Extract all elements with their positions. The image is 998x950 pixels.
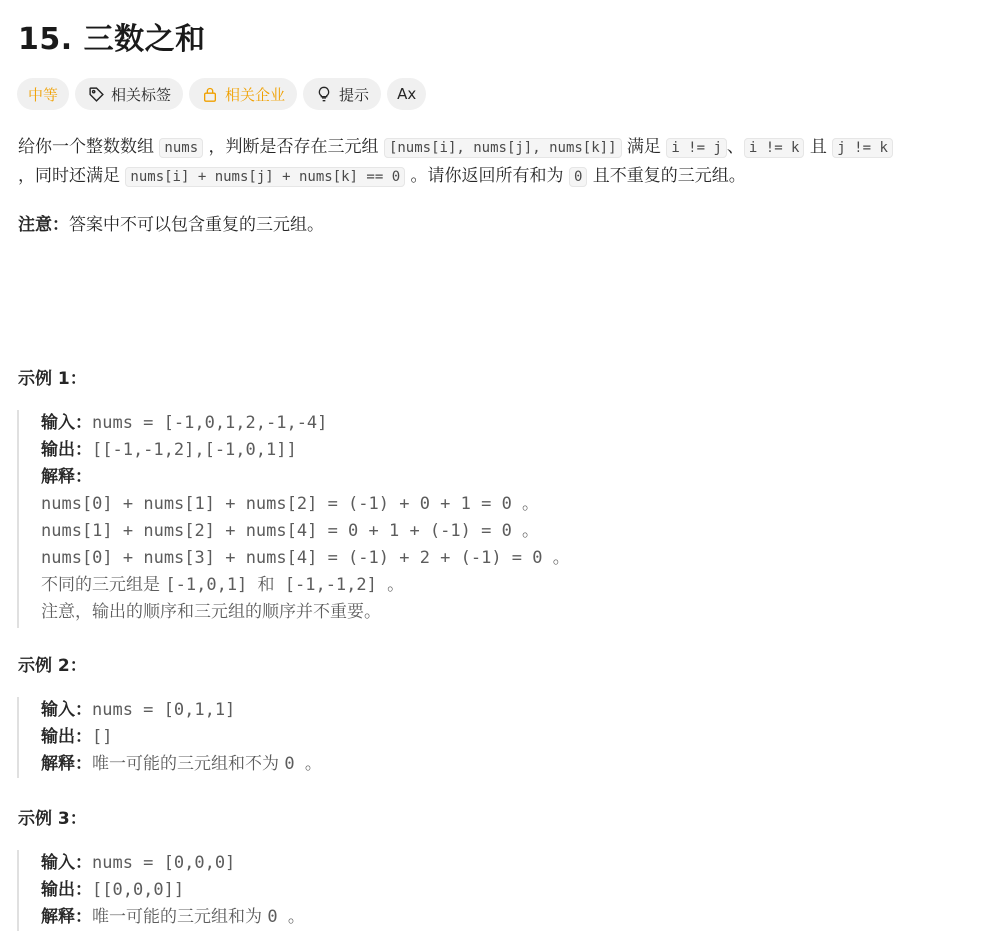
example-explain: [41, 904, 305, 931]
explain-line: nums[0] + nums[1] + nums[2] = (-1) + 0 + 1 = 0 。: [41, 494, 540, 514]
output-value: [[0,0,0]]: [92, 880, 185, 900]
example-1-block: [17, 410, 570, 628]
example-3-block: [17, 850, 305, 931]
explain-line: nums[1] + nums[2] + nums[4] = 0 + 1 + (-1) = 0 。: [41, 521, 540, 541]
input-label: 输入：: [41, 853, 92, 873]
companies-tag-button[interactable]: [189, 78, 297, 110]
inline-code: [nums[i], nums[j], nums[k]]: [384, 138, 622, 158]
topics-tag-button[interactable]: [75, 78, 183, 110]
example-input: [41, 850, 305, 877]
explain-code: [-1,0,1] 和 [-1,-1,2] 。: [165, 575, 405, 595]
desc-text: 。请你返回所有和为: [405, 166, 569, 186]
explain-text: 不同的三元组是: [41, 575, 166, 595]
desc-text: 、: [726, 137, 744, 157]
example-explain: [41, 751, 322, 778]
desc-text: ，同时还满足: [18, 166, 126, 186]
example-input: [41, 697, 322, 724]
desc-text: 且不重复的三元组。: [587, 166, 746, 186]
explain-text: 唯一可能的三元组和为: [92, 907, 268, 927]
explain-line: nums[0] + nums[3] + nums[4] = (-1) + 2 + (-1) = 0 。: [41, 548, 570, 568]
output-value: [[-1,-1,2],[-1,0,1]]: [92, 440, 297, 460]
description-line-2: [18, 162, 746, 191]
tag-bar: [17, 78, 426, 110]
example-output: [41, 877, 305, 904]
lightbulb-icon: [315, 85, 333, 103]
inline-code: nums[i] + nums[j] + nums[k] == 0: [125, 167, 405, 187]
difficulty-label: 中等: [28, 85, 59, 104]
explain-line: 注意，输出的顺序和三元组的顺序并不重要。: [41, 602, 381, 622]
inline-code: i != k: [744, 138, 805, 158]
hint-button[interactable]: [303, 78, 381, 110]
explain-text: 唯一可能的三元组和不为: [92, 754, 285, 774]
note-text: 答案中不可以包含重复的三元组。: [69, 215, 324, 235]
input-value: nums = [0,0,0]: [92, 853, 236, 873]
desc-text: 且: [804, 137, 833, 157]
example-output: [41, 724, 322, 751]
explain-label: 解释：: [41, 467, 92, 487]
note-paragraph: [18, 211, 324, 239]
input-label: 输入：: [41, 700, 92, 720]
example-1-heading: 示例 1：: [18, 369, 87, 389]
example-input: [41, 410, 570, 437]
example-2-block: [17, 697, 322, 778]
desc-text: 满足: [621, 137, 667, 157]
output-label: 输出：: [41, 727, 92, 747]
input-label: 输入：: [41, 413, 92, 433]
explain-code: 0 。: [284, 754, 322, 774]
hint-label: 提示: [339, 85, 370, 104]
example-explain-label: [41, 464, 570, 491]
problem-title: 15. 三数之和: [18, 22, 206, 57]
input-value: nums = [0,1,1]: [92, 700, 236, 720]
example-output: [41, 437, 570, 464]
example-2-heading: 示例 2：: [18, 656, 87, 676]
tag-icon: [87, 85, 105, 103]
description-line-1: [18, 133, 893, 162]
input-value: nums = [-1,0,1,2,-1,-4]: [92, 413, 328, 433]
explain-code: 0 。: [267, 907, 305, 927]
topics-tag-label: 相关标签: [111, 85, 172, 104]
difficulty-badge: [17, 78, 69, 110]
translate-button[interactable]: [387, 78, 426, 110]
lock-icon: [201, 85, 219, 103]
output-label: 输出：: [41, 880, 92, 900]
explain-label: 解释：: [41, 754, 92, 774]
output-label: 输出：: [41, 440, 92, 460]
example-3-heading: 示例 3：: [18, 809, 87, 829]
inline-code: 0: [569, 167, 587, 187]
desc-text: ，判断是否存在三元组: [203, 137, 384, 157]
output-value: []: [92, 727, 113, 747]
companies-tag-label: 相关企业: [225, 85, 286, 104]
inline-code: i != j: [666, 138, 727, 158]
inline-code: nums: [159, 138, 203, 158]
explain-label: 解释：: [41, 907, 92, 927]
desc-text: 给你一个整数数组: [18, 137, 160, 157]
translate-icon: A​x: [397, 85, 417, 103]
inline-code: j != k: [832, 138, 893, 158]
explain-line: [41, 572, 570, 599]
note-label: 注意：: [18, 215, 69, 235]
